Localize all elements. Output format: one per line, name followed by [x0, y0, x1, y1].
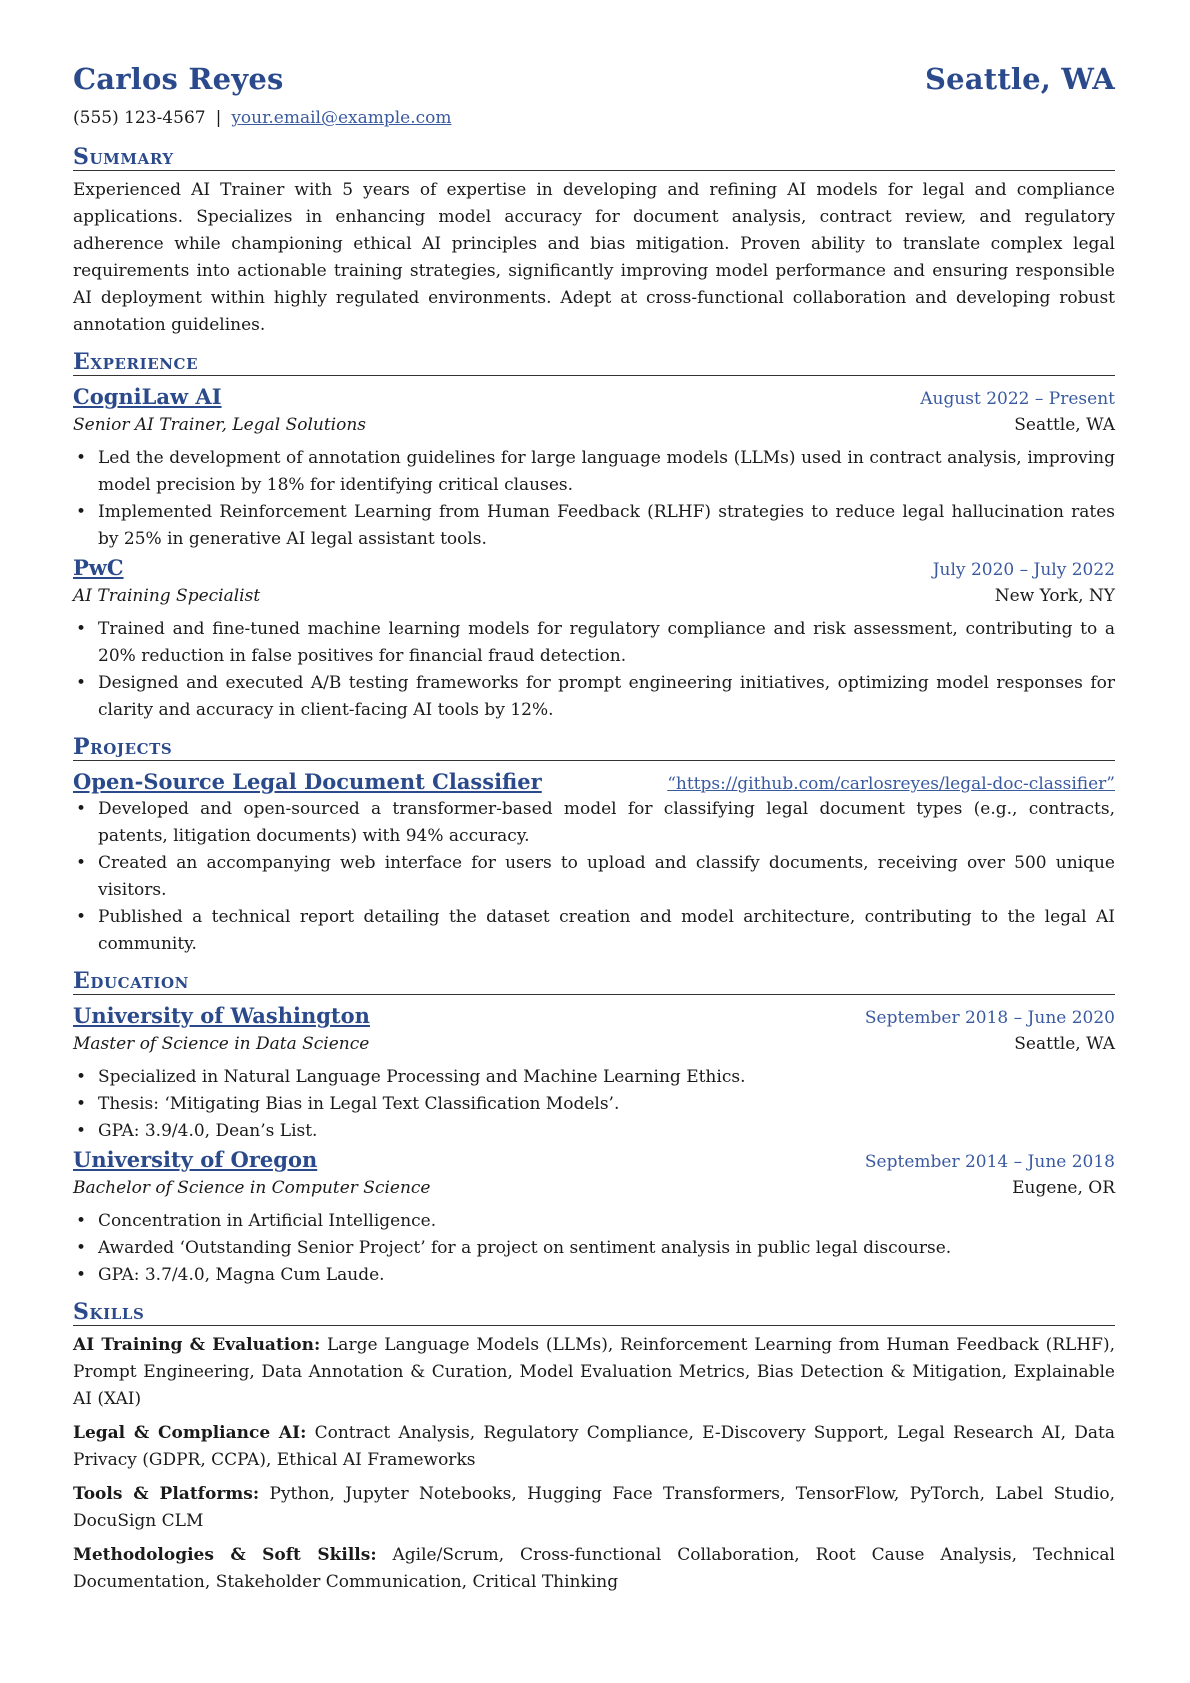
bullet-list — [73, 1064, 1115, 1145]
section-title-education: Education — [73, 958, 1115, 995]
job-title: AI Training Specialist — [73, 586, 261, 606]
contact-separator: | — [215, 108, 222, 128]
candidate-name: Carlos Reyes — [73, 62, 284, 96]
job-location: New York, NY — [994, 586, 1115, 606]
skill-group-text: Agile/Scrum, Cross-functional Collaboration, Root Cause Analysis, Technical Documentation, Stakeholder Communication, Critical Thinking — [73, 1545, 1115, 1592]
degree: Master of Science in Data Science — [73, 1034, 370, 1054]
school-location: Eugene, OR — [1012, 1178, 1115, 1198]
list-item: • Developed and open-sourced a transformer-based model for classifying legal document types (e.g., contracts, patents, litigation documents) with 94% accuracy. — [73, 796, 1115, 850]
contact-line — [73, 108, 1115, 134]
degree: Bachelor of Science in Computer Science — [73, 1178, 431, 1198]
summary-text: Experienced AI Trainer with 5 years of expertise in developing and refining AI models for legal and compliance applications. Specializes in enhancing model accuracy for document analysis, contract review, and regulatory adherence while championing ethical AI principles and bias mitigation. Proven ability to translate complex legal requirements into actionable training strategies, significantly improving model performance and ensuring responsible AI deployment within highly regulated environments. Adept at cross-functional collaboration and developing robust annotation guidelines. — [73, 180, 1115, 335]
list-item: • GPA: 3.9/4.0, Dean’s List. — [73, 1118, 1115, 1145]
project-entry — [73, 767, 1115, 958]
skill-group — [73, 1332, 1115, 1413]
list-item: • GPA: 3.7/4.0, Magna Cum Laude. — [73, 1262, 1115, 1289]
education-dates: September 2014 – June 2018 — [864, 1152, 1115, 1172]
employment-dates: July 2020 – July 2022 — [932, 560, 1115, 580]
skill-group-text: Large Language Models (LLMs), Reinforcement Learning from Human Feedback (RLHF), Prompt Engineering, Data Annotation & Curation, Model Evaluation Metrics, Bias Detection & Mitigation, Explainable AI (XAI) — [73, 1335, 1115, 1409]
school-link[interactable]: University of Washington — [73, 1003, 370, 1028]
skill-group-text: Contract Analysis, Regulatory Compliance, E-Discovery Support, Legal Research AI, Data Privacy (GDPR, CCPA), Ethical AI Frameworks — [73, 1423, 1116, 1470]
phone-number: (555) 123-4567 — [73, 108, 206, 128]
education-entry — [73, 1145, 1115, 1289]
experience-entry — [73, 553, 1115, 724]
bullet-list — [73, 796, 1115, 958]
bullet-list — [73, 616, 1115, 724]
experience-entry — [73, 382, 1115, 553]
list-item: • Created an accompanying web interface for users to upload and classify documents, receiving over 500 unique visitors. — [73, 850, 1115, 904]
section-title-projects: Projects — [73, 724, 1115, 761]
bullet-list — [73, 1208, 1115, 1289]
skill-group-label: Tools & Platforms: — [73, 1484, 260, 1504]
education-dates: September 2018 – June 2020 — [864, 1008, 1115, 1028]
list-item: • Specialized in Natural Language Processing and Machine Learning Ethics. — [73, 1064, 1115, 1091]
school-location: Seattle, WA — [1014, 1034, 1115, 1054]
project-name-link[interactable]: Open-Source Legal Document Classifier — [73, 769, 542, 794]
skill-group-label: Methodologies & Soft Skills: — [73, 1545, 377, 1565]
education-entry — [73, 1001, 1115, 1145]
employment-dates: August 2022 – Present — [920, 389, 1115, 409]
section-title-skills: Skills — [73, 1289, 1115, 1326]
skill-group-label: AI Training & Evaluation: — [73, 1335, 321, 1355]
list-item: • Implemented Reinforcement Learning from Human Feedback (RLHF) strategies to reduce legal hallucination rates by 25% in generative AI legal assistant tools. — [73, 499, 1115, 553]
skill-group-label: Legal & Compliance AI: — [73, 1423, 307, 1443]
list-item: • Designed and executed A/B testing frameworks for prompt engineering initiatives, optimizing model responses for clarity and accuracy in client-facing AI tools by 12%. — [73, 670, 1115, 724]
list-item: • Thesis: ‘Mitigating Bias in Legal Text Classification Models’. — [73, 1091, 1115, 1118]
list-item: • Published a technical report detailing the dataset creation and model architecture, contributing to the legal AI community. — [73, 904, 1115, 958]
list-item: • Trained and fine-tuned machine learning models for regulatory compliance and risk assessment, contributing to a 20% reduction in false positives for financial fraud detection. — [73, 616, 1115, 670]
job-title: Senior AI Trainer, Legal Solutions — [73, 415, 367, 435]
bullet-list — [73, 445, 1115, 553]
list-item: • Awarded ‘Outstanding Senior Project’ for a project on sentiment analysis in public legal discourse. — [73, 1235, 1115, 1262]
resume-header — [73, 62, 1115, 104]
section-title-summary: Summary — [73, 134, 1115, 171]
list-item: • Concentration in Artificial Intelligence. — [73, 1208, 1115, 1235]
email-link[interactable]: your.email@example.com — [231, 108, 452, 128]
skill-group-text: Python, Jupyter Notebooks, Hugging Face Transformers, TensorFlow, PyTorch, Label Studio, DocuSign CLM — [73, 1484, 1115, 1531]
skill-group — [73, 1420, 1115, 1474]
skill-group — [73, 1481, 1115, 1535]
project-repo-link[interactable]: “https://github.com/carlosreyes/legal-doc-classifier” — [667, 774, 1115, 794]
candidate-location: Seattle, WA — [924, 62, 1115, 96]
employer-link[interactable]: PwC — [73, 555, 124, 580]
school-link[interactable]: University of Oregon — [73, 1147, 318, 1172]
job-location: Seattle, WA — [1014, 415, 1115, 435]
section-title-experience: Experience — [73, 339, 1115, 376]
employer-link[interactable]: CogniLaw AI — [73, 384, 222, 409]
list-item: • Led the development of annotation guidelines for large language models (LLMs) used in contract analysis, improving model precision by 18% for identifying critical clauses. — [73, 445, 1115, 499]
skill-group — [73, 1542, 1115, 1596]
